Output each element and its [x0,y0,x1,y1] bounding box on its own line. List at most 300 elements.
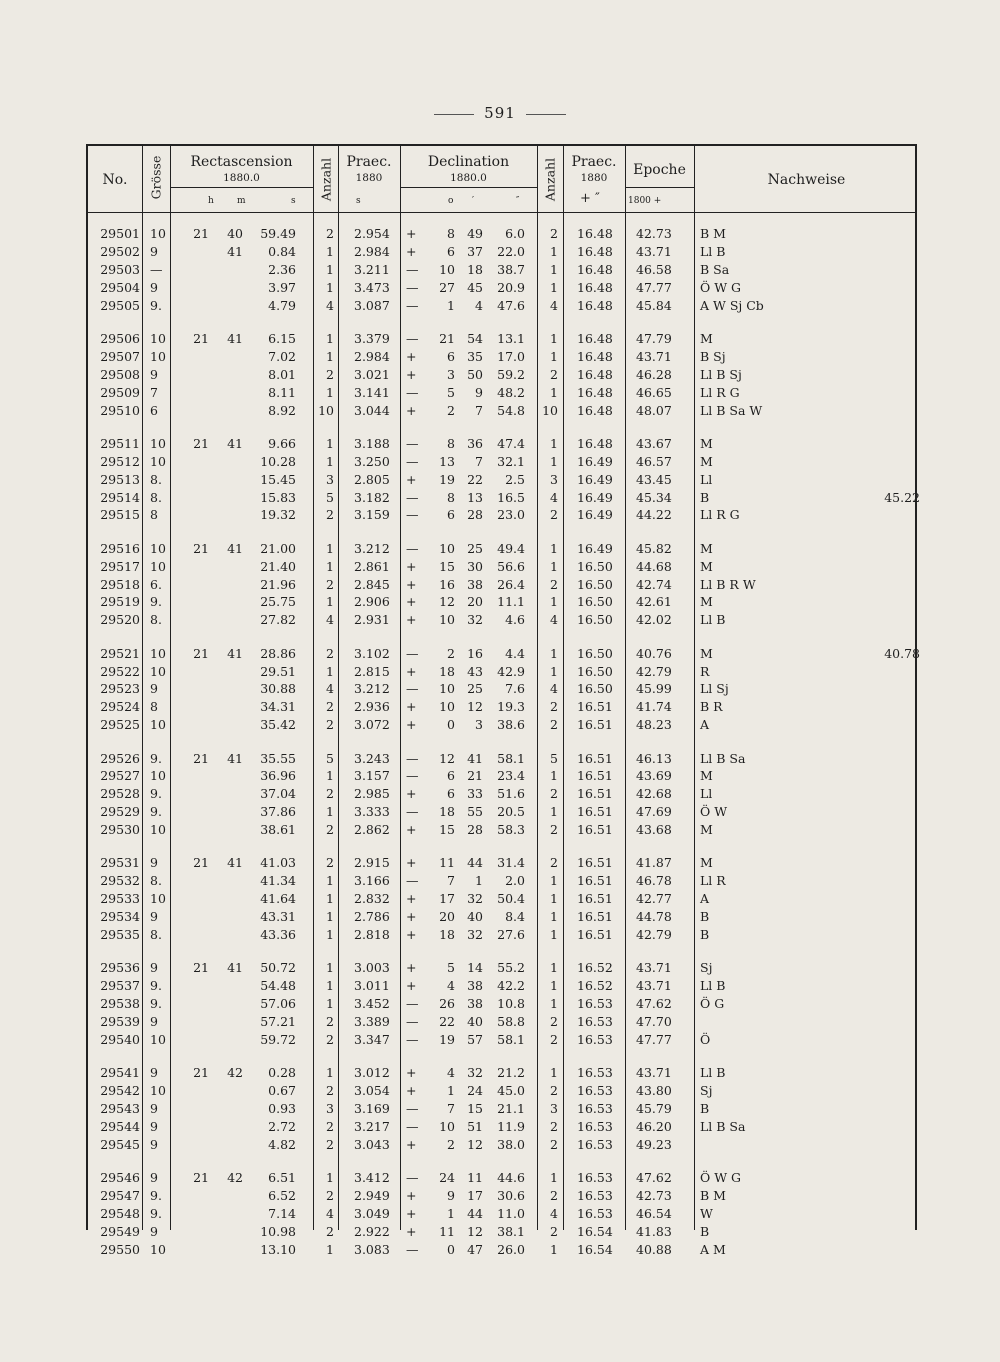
cell-praec-2: 16.51 [577,717,613,733]
cell-praec-2: 16.50 [577,612,613,628]
cell-decl-sign: — [406,453,419,469]
cell-decl-min: 28 [467,507,483,523]
cell-rect-s: 3.97 [268,279,296,295]
cell-decl-deg: 17 [439,891,455,907]
cell-epoche: 43.67 [636,435,672,451]
table-row [88,978,919,996]
cell-nachweise: M [700,645,713,661]
header-decl: Declination [427,154,510,170]
cell-rect-s: 57.06 [260,996,296,1012]
cell-anzahl-1: 2 [326,576,334,592]
cell-no: 29531 [100,855,140,871]
cell-epoche: 43.45 [636,471,672,487]
table-row [88,1101,919,1119]
cell-anzahl-1: 10 [318,402,334,418]
cell-groesse: 9. [150,594,162,610]
cell-anzahl-2: 1 [550,243,558,259]
cell-nachweise: Sj [700,960,713,976]
cell-decl-sec: 44.6 [497,1170,525,1186]
cell-anzahl-2: 4 [550,489,558,505]
table-row [88,1170,919,1188]
cell-rect-s: 37.04 [260,786,296,802]
cell-nachweise: Ll R G [700,507,740,523]
cell-rect-s: 2.36 [268,261,296,277]
cell-rect-s: 21.96 [260,576,296,592]
cell-decl-sign: — [406,1118,419,1134]
cell-decl-min: 7 [475,402,483,418]
cell-anzahl-1: 1 [326,927,334,942]
cell-rect-s: 7.14 [268,1205,296,1221]
cell-nachweise: Ö W G [700,1170,742,1186]
cell-decl-sign: — [406,768,419,784]
table-row [88,822,919,840]
cell-decl-sign: — [406,540,419,556]
cell-decl-deg: 11 [439,855,455,871]
cell-decl-min: 21 [467,768,483,784]
cell-anzahl-2: 1 [550,804,558,820]
page-number-text: 591 [484,104,516,122]
cell-decl-deg: 10 [439,612,455,628]
cell-decl-sign: + [406,366,417,382]
cell-decl-min: 9 [475,384,483,400]
cell-anzahl-1: 1 [326,330,334,346]
cell-nachweise: Ö W [700,804,728,820]
cell-decl-min: 32 [467,927,483,942]
cell-praec-1: 2.936 [354,699,390,715]
cell-decl-min: 54 [467,330,483,346]
cell-no: 29543 [100,1101,140,1116]
cell-anzahl-1: 1 [326,1241,334,1257]
cell-rect-h: 21 [193,855,209,871]
cell-no: 29524 [100,699,140,715]
cell-rect-s: 43.36 [260,927,296,942]
cell-anzahl-1: 2 [326,645,334,661]
cell-rect-s: 15.45 [260,471,296,487]
cell-decl-sign: + [406,978,417,994]
cell-praec-2: 16.49 [577,507,613,523]
cell-no: 29545 [100,1136,140,1152]
cell-anzahl-1: 2 [326,1083,334,1099]
cell-no: 29540 [100,1031,140,1047]
cell-praec-2: 16.52 [577,978,613,994]
cell-groesse: 9 [150,960,158,976]
cell-nachweise: A [700,717,710,733]
cell-anzahl-2: 1 [550,558,558,574]
cell-anzahl-1: 4 [326,297,334,313]
cell-praec-2: 16.48 [577,348,613,364]
cell-praec-2: 16.54 [577,1241,613,1257]
cell-rect-m: 41 [227,540,243,556]
cell-decl-deg: 6 [447,507,455,523]
cell-decl-sign: — [406,804,419,820]
cell-anzahl-2: 10 [542,402,558,418]
cell-epoche: 43.69 [636,768,672,784]
table-row [88,541,919,559]
cell-groesse: 6. [150,576,162,592]
cell-anzahl-1: 1 [326,279,334,295]
table-row [88,804,919,822]
cell-anzahl-1: 1 [326,261,334,277]
cell-anzahl-2: 2 [550,576,558,592]
cell-anzahl-2: 1 [550,1170,558,1186]
cell-anzahl-2: 1 [550,927,558,942]
unit-decl-deg: o [448,196,454,206]
cell-nachweise: Ö [700,1031,711,1047]
cell-no: 29525 [100,717,140,733]
table-row [88,855,919,873]
cell-nachweise: R [700,663,710,679]
cell-groesse: 9 [150,279,158,295]
cell-decl-sec: 26.0 [497,1241,525,1257]
table-row [88,577,919,595]
cell-decl-sign: — [406,996,419,1012]
cell-anzahl-1: 1 [326,243,334,259]
page-number-dash-right [526,114,566,115]
cell-rect-h: 21 [193,645,209,661]
cell-nachweise: B R [700,699,723,715]
cell-rect-h: 21 [193,750,209,766]
cell-anzahl-1: 2 [326,226,334,241]
cell-no: 29538 [100,996,140,1012]
cell-no: 29518 [100,576,140,592]
cell-groesse: 9. [150,1188,162,1203]
cell-decl-sec: 19.3 [497,699,525,715]
cell-praec-1: 3.250 [354,453,390,469]
cell-decl-min: 50 [467,366,483,382]
cell-decl-min: 40 [467,909,483,925]
cell-decl-sign: — [406,489,419,505]
table-row [88,873,919,891]
cell-anzahl-2: 1 [550,960,558,976]
cell-anzahl-2: 1 [550,891,558,907]
cell-anzahl-1: 1 [326,348,334,364]
table-row [88,436,919,454]
cell-decl-sign: — [406,681,419,697]
cell-praec-2: 16.50 [577,594,613,610]
cell-decl-min: 24 [467,1083,483,1099]
cell-praec-1: 3.452 [354,996,390,1012]
page-number [0,104,1000,122]
cell-decl-min: 30 [467,558,483,574]
cell-rect-m: 41 [227,330,243,346]
cell-decl-sec: 56.6 [497,558,525,574]
cell-decl-sign: — [406,1241,419,1257]
cell-epoche: 41.87 [636,855,672,871]
cell-rect-m: 41 [227,855,243,871]
cell-anzahl-2: 3 [550,471,558,487]
cell-anzahl-2: 4 [550,612,558,628]
cell-praec-2: 16.51 [577,873,613,889]
cell-no: 29501 [100,226,140,241]
cell-praec-1: 2.922 [354,1223,390,1239]
cell-decl-deg: 18 [439,663,455,679]
cell-decl-sign: + [406,786,417,802]
cell-decl-sec: 38.7 [497,261,525,277]
cell-praec-2: 16.48 [577,243,613,259]
cell-no: 29548 [100,1205,140,1221]
cell-groesse: 9 [150,1170,158,1186]
cell-no: 29523 [100,681,140,697]
cell-anzahl-2: 1 [550,645,558,661]
cell-epoche: 45.99 [636,681,672,697]
cell-anzahl-1: 1 [326,594,334,610]
cell-nachweise: M [700,594,713,610]
cell-decl-deg: 5 [447,384,455,400]
cell-rect-s: 35.42 [260,717,296,733]
cell-decl-sec: 58.1 [497,1031,525,1047]
cell-praec-2: 16.53 [577,1083,613,1099]
table-row [88,262,919,280]
cell-decl-min: 36 [467,435,483,451]
cell-rect-s: 50.72 [260,960,296,976]
table-row [88,646,919,664]
cell-decl-deg: 8 [447,435,455,451]
cell-rect-s: 0.67 [268,1083,296,1099]
cell-nachweise: M [700,768,713,784]
cell-anzahl-1: 1 [326,891,334,907]
cell-nachweise: A M [700,1241,726,1257]
cell-decl-sign: + [406,822,417,838]
table-row [88,786,919,804]
cell-anzahl-1: 1 [326,996,334,1012]
cell-decl-deg: 6 [447,243,455,259]
table-row [88,927,919,945]
cell-praec-1: 3.054 [354,1083,390,1099]
unit-praec-2: + ″ [580,191,600,206]
table-row [88,1065,919,1083]
cell-rect-s: 36.96 [260,768,296,784]
cell-epoche: 47.69 [636,804,672,820]
cell-praec-1: 3.044 [354,402,390,418]
cell-decl-sec: 58.8 [497,1014,525,1029]
cell-nachweise: Ö G [700,996,725,1012]
table-row [88,1119,919,1137]
cell-nachweise: Ll R G [700,384,740,400]
cell-no: 29539 [100,1014,140,1029]
cell-decl-sec: 47.4 [497,435,525,451]
cell-praec-2: 16.53 [577,1014,613,1029]
cell-decl-sec: 50.4 [497,891,525,907]
cell-epoche: 41.83 [636,1223,672,1239]
cell-praec-1: 3.389 [354,1014,390,1029]
cell-rect-h: 21 [193,435,209,451]
cell-rect-h: 21 [193,1065,209,1081]
cell-nachweise: Ll B Sa [700,750,746,766]
cell-decl-min: 1 [475,873,483,889]
cell-decl-deg: 15 [439,558,455,574]
cell-praec-2: 16.53 [577,1188,613,1203]
cell-praec-1: 2.906 [354,594,390,610]
cell-anzahl-2: 1 [550,279,558,295]
cell-nachweise: B Sj [700,348,726,364]
cell-praec-1: 3.217 [354,1118,390,1134]
header-nachweise: Nachweise [767,172,846,188]
cell-praec-2: 16.53 [577,1031,613,1047]
cell-nachweise: A W Sj Cb [700,297,764,313]
cell-epoche: 46.28 [636,366,672,382]
cell-decl-min: 17 [467,1188,483,1203]
cell-extra: 45.22 [884,489,920,505]
cell-praec-1: 2.862 [354,822,390,838]
cell-rect-s: 29.51 [260,663,296,679]
cell-rect-s: 41.64 [260,891,296,907]
cell-decl-min: 33 [467,786,483,802]
table-row [88,454,919,472]
table-row [88,244,919,262]
cell-decl-sec: 38.0 [497,1136,525,1152]
cell-decl-min: 37 [467,243,483,259]
header-rect: Rectascension [190,154,293,170]
cell-praec-2: 16.51 [577,699,613,715]
cell-praec-2: 16.48 [577,435,613,451]
cell-praec-2: 16.51 [577,786,613,802]
cell-epoche: 41.74 [636,699,672,715]
cell-praec-2: 16.53 [577,1065,613,1081]
cell-anzahl-2: 5 [550,750,558,766]
cell-no: 29516 [100,540,140,556]
cell-anzahl-2: 1 [550,996,558,1012]
cell-decl-sign: + [406,612,417,628]
cell-no: 29550 [100,1241,140,1257]
cell-nachweise: Ll B R W [700,576,756,592]
cell-decl-deg: 13 [439,453,455,469]
cell-praec-1: 3.102 [354,645,390,661]
cell-epoche: 44.78 [636,909,672,925]
cell-rect-s: 35.55 [260,750,296,766]
cell-decl-sec: 7.6 [505,681,525,697]
cell-rect-s: 0.84 [268,243,296,259]
cell-decl-min: 38 [467,576,483,592]
cell-epoche: 44.22 [636,507,672,523]
cell-decl-sec: 54.8 [497,402,525,418]
cell-no: 29537 [100,978,140,994]
cell-decl-sec: 11.9 [497,1118,525,1134]
cell-decl-min: 3 [475,717,483,733]
cell-praec-2: 16.48 [577,226,613,241]
cell-anzahl-2: 1 [550,261,558,277]
cell-anzahl-2: 1 [550,768,558,784]
header-praec-1-year: 1880 [355,172,383,184]
cell-decl-min: 40 [467,1014,483,1029]
cell-no: 29511 [100,435,140,451]
cell-anzahl-2: 2 [550,1083,558,1099]
star-catalogue-table [86,144,920,1257]
cell-praec-2: 16.49 [577,540,613,556]
table-row [88,681,919,699]
cell-anzahl-1: 4 [326,612,334,628]
cell-praec-1: 3.083 [354,1241,390,1257]
cell-anzahl-2: 1 [550,435,558,451]
cell-decl-sign: — [406,297,419,313]
cell-groesse: 9 [150,1223,158,1239]
cell-epoche: 45.82 [636,540,672,556]
cell-praec-2: 16.51 [577,804,613,820]
cell-nachweise: M [700,558,713,574]
cell-anzahl-2: 4 [550,297,558,313]
cell-rect-m: 41 [227,435,243,451]
cell-epoche: 46.20 [636,1118,672,1134]
cell-groesse: 8 [150,507,158,523]
cell-praec-1: 2.954 [354,226,390,241]
cell-decl-sign: — [406,507,419,523]
cell-rect-s: 27.82 [260,612,296,628]
cell-anzahl-1: 1 [326,768,334,784]
cell-decl-deg: 8 [447,489,455,505]
cell-decl-min: 28 [467,822,483,838]
cell-anzahl-2: 2 [550,507,558,523]
cell-anzahl-2: 2 [550,1136,558,1152]
cell-no: 29542 [100,1083,140,1099]
cell-decl-sec: 59.2 [497,366,525,382]
cell-decl-sec: 31.4 [497,855,525,871]
table-row [88,472,919,490]
table-row [88,385,919,403]
cell-rect-s: 59.72 [260,1031,296,1047]
cell-decl-sec: 55.2 [497,960,525,976]
cell-decl-sign: — [406,261,419,277]
cell-rect-m: 42 [227,1170,243,1186]
cell-epoche: 43.71 [636,243,672,259]
cell-praec-1: 3.169 [354,1101,390,1116]
cell-decl-sec: 13.1 [497,330,525,346]
cell-decl-deg: 19 [439,1031,455,1047]
cell-decl-sec: 2.0 [505,873,525,889]
cell-anzahl-1: 1 [326,1065,334,1081]
cell-no: 29519 [100,594,140,610]
cell-decl-min: 12 [467,699,483,715]
cell-no: 29526 [100,750,140,766]
cell-decl-sec: 17.0 [497,348,525,364]
table-row [88,699,919,717]
cell-anzahl-2: 3 [550,1101,558,1116]
cell-decl-sign: + [406,558,417,574]
cell-decl-min: 44 [467,855,483,871]
cell-decl-min: 12 [467,1223,483,1239]
cell-decl-sign: + [406,717,417,733]
cell-epoche: 42.68 [636,786,672,802]
cell-decl-min: 22 [467,471,483,487]
cell-decl-deg: 6 [447,786,455,802]
cell-groesse: 9. [150,804,162,820]
cell-epoche: 42.79 [636,927,672,942]
cell-epoche: 40.88 [636,1241,672,1257]
cell-decl-sign: + [406,226,417,241]
cell-no: 29536 [100,960,140,976]
cell-praec-2: 16.48 [577,384,613,400]
cell-decl-min: 7 [475,453,483,469]
cell-groesse: 8. [150,489,162,505]
cell-decl-min: 38 [467,978,483,994]
cell-decl-sign: — [406,384,419,400]
cell-decl-sec: 26.4 [497,576,525,592]
cell-decl-sign: + [406,576,417,592]
cell-nachweise: B M [700,226,726,241]
cell-epoche: 42.74 [636,576,672,592]
cell-no: 29512 [100,453,140,469]
cell-nachweise: Ll B Sa [700,1118,746,1134]
cell-decl-deg: 10 [439,1118,455,1134]
cell-decl-sec: 27.6 [497,927,525,942]
header-groesse: Grösse [148,155,164,200]
cell-groesse: 9 [150,1065,158,1081]
cell-anzahl-2: 1 [550,978,558,994]
cell-praec-2: 16.51 [577,909,613,925]
cell-nachweise: Ll B [700,978,726,994]
cell-epoche: 46.57 [636,453,672,469]
cell-decl-sign: — [406,1031,419,1047]
cell-praec-2: 16.50 [577,663,613,679]
cell-praec-2: 16.53 [577,1101,613,1116]
